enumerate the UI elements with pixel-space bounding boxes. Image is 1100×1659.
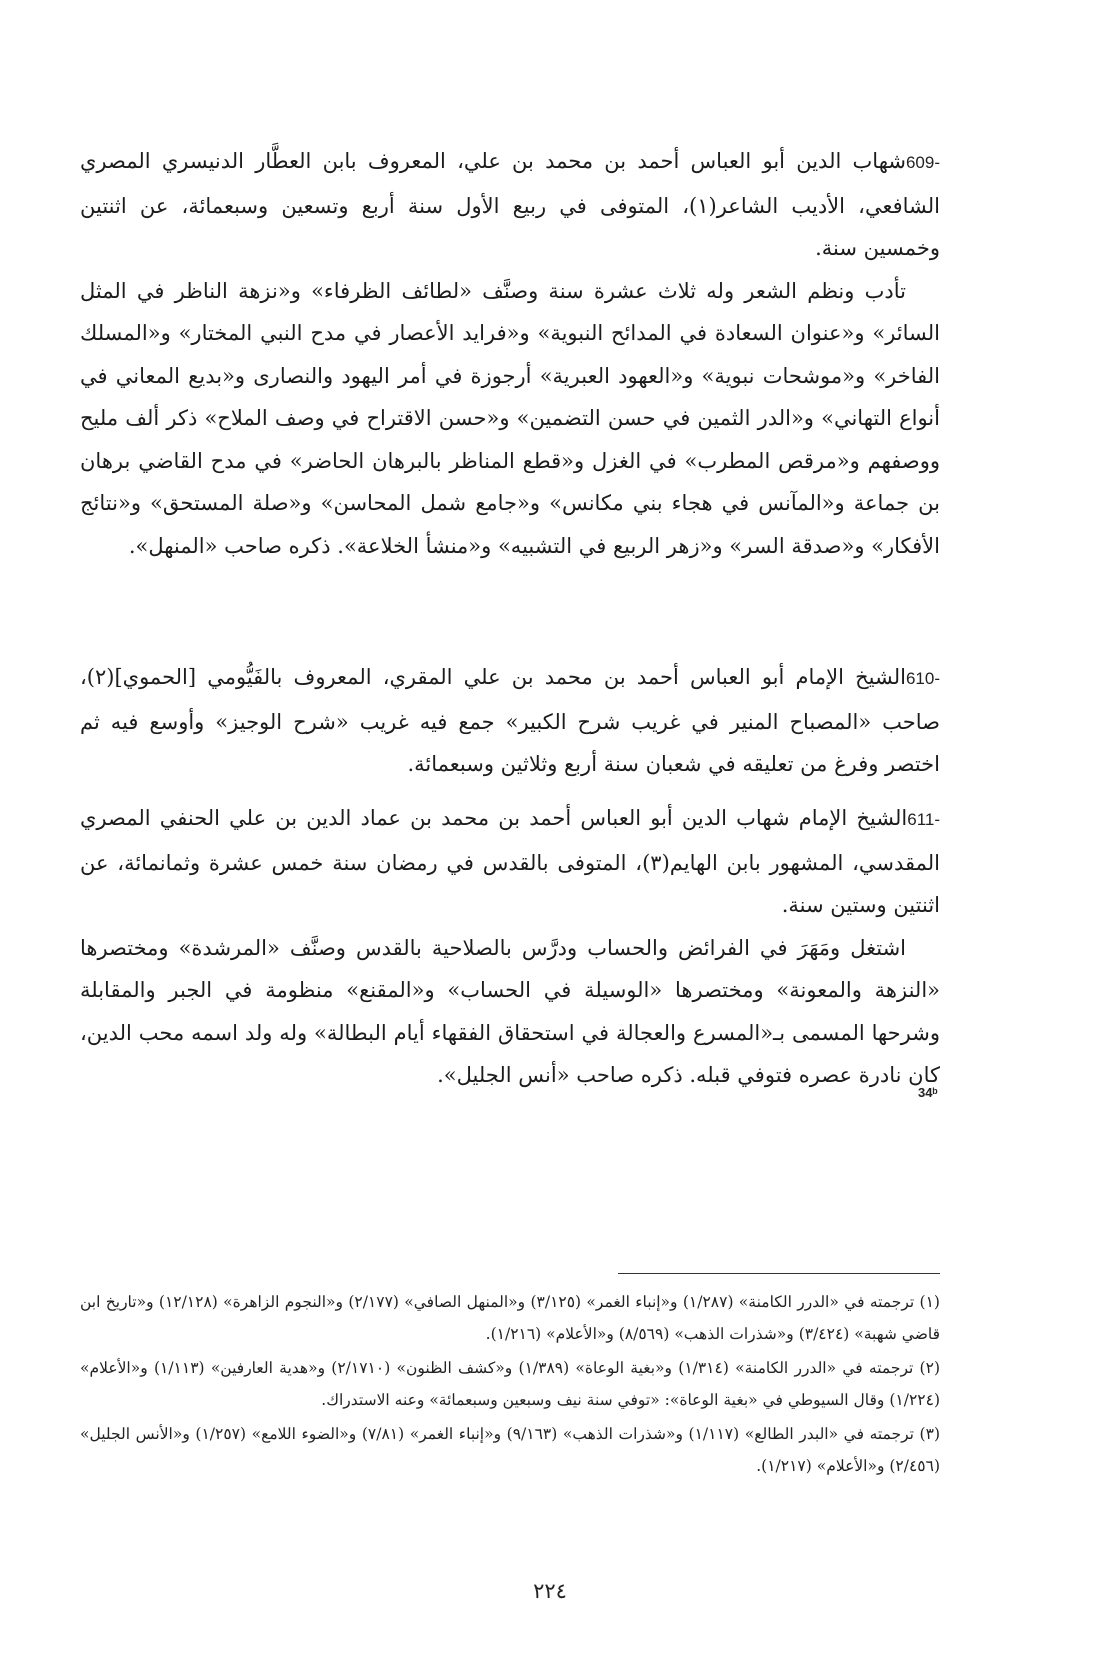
entry-610-paragraph-1 (80, 656, 940, 786)
entry-609-number: 609- (905, 153, 940, 172)
footnote-divider (618, 1273, 940, 1274)
footnote-3: (٣) ترجمته في «البدر الطالع» (١/١١٧) و«شذرات الذهب» (٩/١٦٣) و«إنباء الغمر» (٧/٨١) و«الضوء اللامع» (١/٢٥٧) و«الأنس الجليل» (٢/٤٥٦) و«الأعلام» (١/٢١٧). (80, 1425, 940, 1475)
folio-marker: 34ᵇ (918, 1085, 938, 1100)
entry-609-paragraph-1 (80, 140, 940, 270)
footnote-1: (١) ترجمته في «الدرر الكامنة» (١/٢٨٧) و«إنباء الغمر» (٣/١٢٥) و«المنهل الصافي» (٢/١٧٧) و«النجوم الزاهرة» (١٢/١٢٨) و«تاريخ ابن قاضي شهبة» (٣/٤٢٤) و«شذرات الذهب» (٨/٥٦٩) و«الأعلام» (١/٢١٦). (80, 1293, 940, 1343)
entry-611 (80, 797, 940, 1097)
entry-610-number: 610- (905, 669, 940, 688)
page-number: ٢٢٤ (533, 1579, 567, 1603)
footnote-2: (٢) ترجمته في «الدرر الكامنة» (١/٣١٤) و«بغية الوعاة» (١/٣٨٩) و«كشف الظنون» (٢/١٧١٠) و«هدية العارفين» (١/١١٣) و«الأعلام» (١/٢٢٤) وقال السيوطي في «بغية الوعاة»: «توفي سنة نيف وسبعين وسبعمائة» وعنه الاستدراك. (80, 1359, 940, 1409)
entry-609-text: شهاب الدين أبو العباس أحمد بن محمد بن علي، المعروف بابن العطَّار الدنيسري المصري الشافعي، الأديب الشاعر(١)، المتوفى في ربيع الأول سنة أربع وتسعين وسبعمائة، عن اثنتين وخمسين سنة. (80, 149, 940, 260)
footnotes (80, 1287, 940, 1485)
entry-610 (80, 656, 940, 786)
entry-611-paragraph-1 (80, 797, 940, 927)
entry-611-text: الشيخ الإمام شهاب الدين أبو العباس أحمد بن محمد بن عماد الدين بن علي الحنفي المصري المقدسي، المشهور بابن الهايم(٣)، المتوفى بالقدس في رمضان سنة خمس عشرة وثمانمائة، عن اثنتين وستين سنة. (80, 806, 940, 917)
entry-609-paragraph-2: تأدب ونظم الشعر وله ثلاث عشرة سنة وصنَّف «لطائف الظرفاء» و«نزهة الناظر في المثل السائر» و«عنوان السعادة في المدائح النبوية» و«فرايد الأعصار في مدح النبي المختار» و«المسلك الفاخر» و«موشحات نبوية» و«العهود العبرية» أرجوزة في أمر اليهود والنصارى و«بديع المعاني في أنواع التهاني» و«الدر الثمين في حسن التضمين» و«حسن الاقتراح في وصف الملاح» ذكر ألف مليح ووصفهم و«مرقص المطرب» في الغزل و«قطع المناظر بالبرهان الحاضر» في مدح القاضي برهان بن جماعة و«المآنس في هجاء بني مكانس» و«جامع شمل المحاسن» و«صلة المستحق» و«نتائج الأفكار» و«صدقة السر» و«زهر الربيع في التشبيه» و«منشأ الخلاعة». ذكره صاحب «المنهل». (80, 278, 940, 558)
entry-609 (80, 140, 940, 567)
entry-611-number: 611- (907, 810, 940, 829)
entry-610-text: الشيخ الإمام أبو العباس أحمد بن محمد بن علي المقري، المعروف بالفَيُّومي [الحموي](٢)، صاحب «المصباح المنير في غريب شرح الكبير» جمع فيه غريب «شرح الوجيز» وأوسع فيه ثم اختصر وفرغ من تعليقه في شعبان سنة أربع وثلاثين وسبعمائة. (80, 665, 940, 776)
entry-611-paragraph-2: اشتغل ومَهَرَ في الفرائض والحساب ودرَّس بالصلاحية بالقدس وصنَّف «المرشدة» ومختصرها «النزهة والمعونة» ومختصرها «الوسيلة في الحساب» و«المقنع» منظومة في الجبر والمقابلة وشرحها المسمى بـ«المسرع والعجالة في استحقاق الفقهاء أيام البطالة» وله ولد اسمه محب الدين، كان نادرة عصره فتوفي قبله. ذكره صاحب «أنس الجليل». (80, 935, 940, 1087)
